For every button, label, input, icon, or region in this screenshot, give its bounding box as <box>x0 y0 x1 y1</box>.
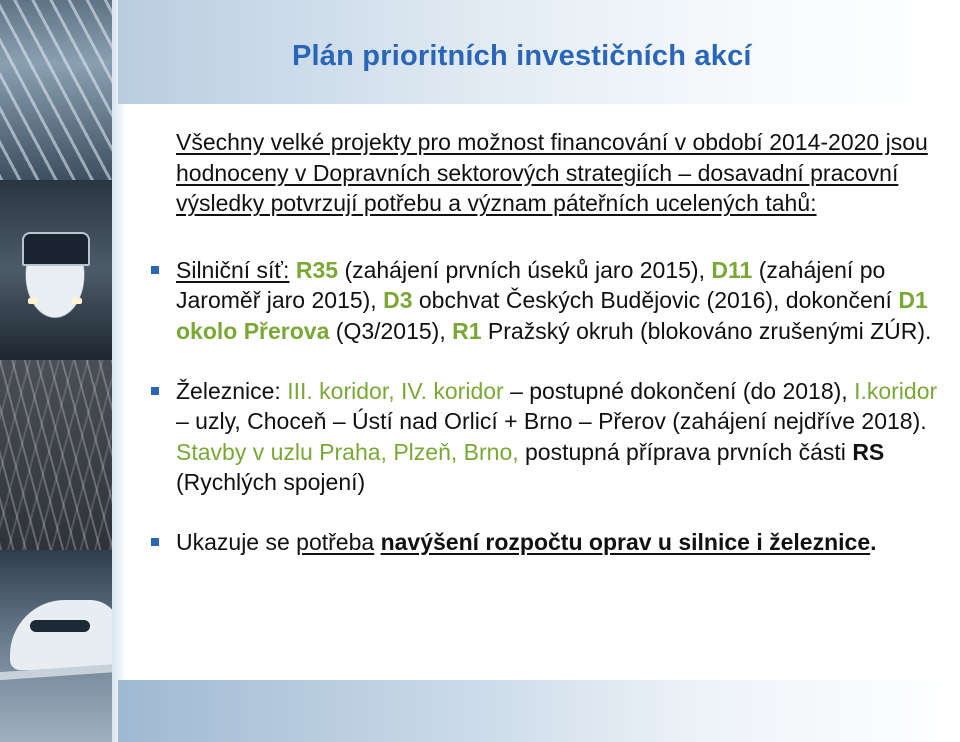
road-label: Silniční síť: <box>176 256 290 283</box>
rail-hubs: Stavby v uzlu Praha, Plzeň, Brno, <box>176 438 519 465</box>
budget-prefix: Ukazuje se <box>176 528 290 555</box>
rail-rs-prefix: postupná příprava prvních části <box>525 438 846 465</box>
budget-end: . <box>870 528 877 555</box>
rail-rs: RS <box>852 438 885 465</box>
square-bullet-icon <box>151 387 159 395</box>
road-r35: R35 <box>295 256 339 283</box>
rail-corridors-note: – postupné dokončení (do 2018), <box>510 377 848 404</box>
square-bullet-icon <box>151 266 159 274</box>
road-d3: D3 <box>383 287 413 314</box>
train-lamp <box>28 298 38 304</box>
bullet-road-network <box>176 255 956 347</box>
train-lamp <box>72 298 82 304</box>
road-r35-note: (zahájení prvních úseků jaro 2015), <box>344 256 705 283</box>
airplane-body <box>10 600 118 670</box>
rail-corridor-1: I.koridor <box>854 377 938 404</box>
strip-fade <box>112 0 126 742</box>
rail-label: Železnice: <box>176 377 281 404</box>
road-d11-note: (zahájení po Jaroměř jaro 2015), <box>176 256 886 314</box>
intro-text: Všechny velké projekty pro možnost financování v období 2014-2020 jsou hodnoceny v Dopravních sektorových strategiích – dosavadní pracovní výsledky potvrzují potřebu a význam páteřních ucelených tahů: <box>176 129 928 217</box>
bullet-budget <box>176 527 956 558</box>
train-window <box>22 232 90 266</box>
square-bullet-icon <box>151 538 159 546</box>
road-d1-note: (Q3/2015), <box>335 317 446 344</box>
budget-need: potřeba <box>296 528 375 555</box>
train-photo <box>0 180 118 360</box>
rail-corridor-1-note: – uzly, Choceň – Ústí nad Orlicí + Brno – Přerov (zahájení nejdříve 2018). <box>176 408 927 435</box>
slide-content <box>176 127 956 587</box>
highway-photo <box>0 0 118 180</box>
bottom-band <box>118 680 960 742</box>
road-d3-note: obchvat Českých Budějovic (2016), dokončení <box>418 287 892 314</box>
photo-strip <box>0 0 118 742</box>
road-d11: D11 <box>711 256 753 283</box>
airplane-photo <box>0 550 118 742</box>
tracks-photo <box>0 360 118 550</box>
rail-rs-note: (Rychlých spojení) <box>176 469 366 496</box>
bullet-list <box>176 255 956 558</box>
budget-emphasis: navýšení rozpočtu oprav u silnice i železnice <box>380 528 871 555</box>
road-r1-note: Pražský okruh (blokováno zrušenými ZÚR). <box>487 317 932 344</box>
road-d1: D1 okolo Přerova <box>176 287 928 344</box>
bullet-railways <box>176 376 956 498</box>
rail-corridors: III. koridor, IV. koridor <box>287 377 504 404</box>
slide-title: Plán prioritních investičních akcí <box>292 40 752 72</box>
airplane-cockpit <box>30 620 90 632</box>
road-r1: R1 <box>452 317 482 344</box>
